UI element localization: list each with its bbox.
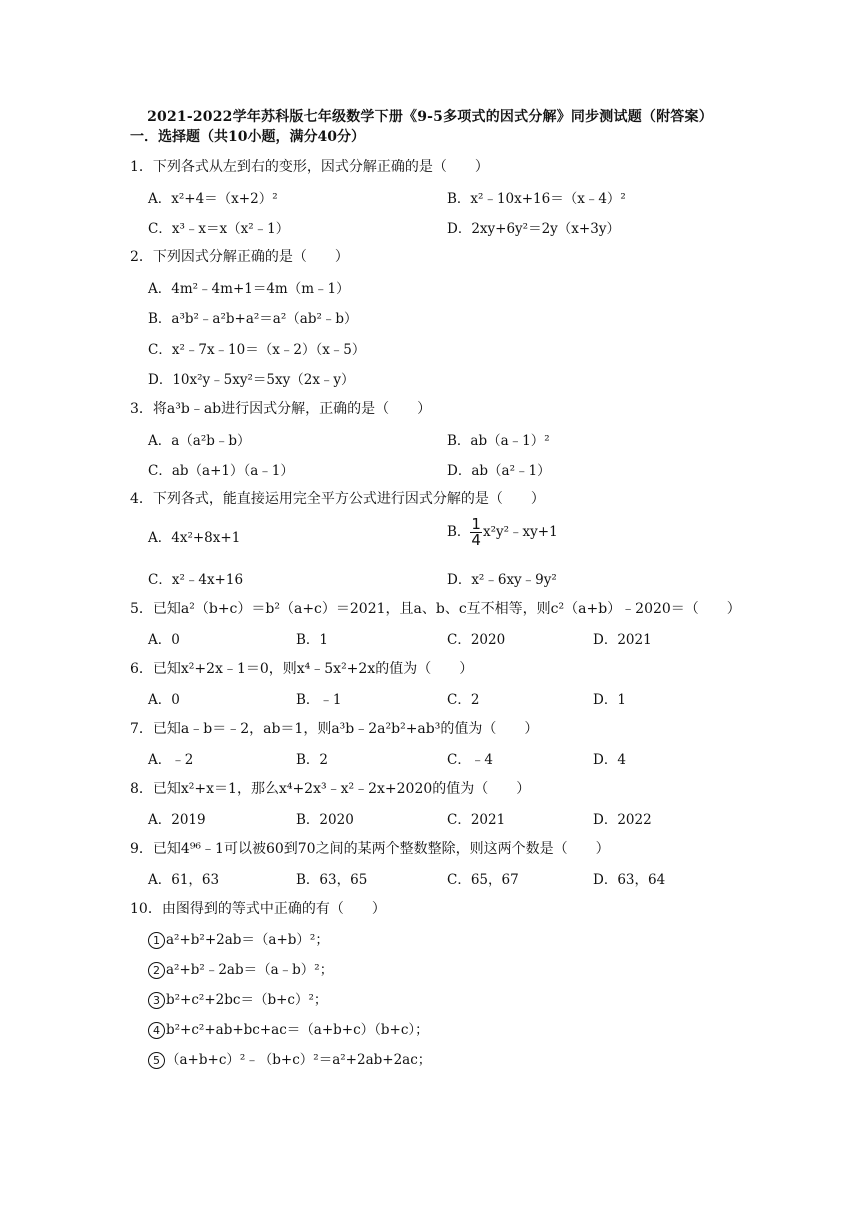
circled-number-5-icon: 5 bbox=[148, 1052, 165, 1069]
question-8-option-d: D．2022 bbox=[593, 812, 652, 828]
question-4-option-c: C．x²﹣4x+16 bbox=[148, 572, 244, 588]
question-8-option-c: C．2021 bbox=[447, 812, 506, 828]
question-2-option-b: B．a³b²﹣a²b+a²＝a²（ab²﹣b） bbox=[148, 311, 358, 327]
question-1-option-a: A．x²+4＝（x+2）² bbox=[148, 191, 278, 207]
question-5-option-a: A．0 bbox=[148, 632, 180, 648]
question-7-option-c: C．﹣4 bbox=[447, 752, 493, 768]
question-8-stem: 8．已知x²+x＝1，那么x⁴+2x³﹣x²﹣2x+2020的值为（ ） bbox=[130, 781, 531, 797]
question-3-option-a: A．a（a²b﹣b） bbox=[148, 433, 251, 449]
circled-number-1-icon: 1 bbox=[148, 932, 165, 949]
question-4-option-b-label: B． bbox=[447, 524, 471, 540]
question-10-item-3 bbox=[148, 988, 327, 1009]
question-6-option-c: C．2 bbox=[447, 692, 480, 708]
fraction bbox=[470, 517, 482, 548]
question-2-option-a: A．4m²﹣4m+1＝4m（m﹣1） bbox=[148, 281, 350, 297]
question-7-option-b: B．2 bbox=[296, 752, 329, 768]
question-6-stem: 6．已知x²+2x﹣1＝0，则x⁴﹣5x²+2x的值为（ ） bbox=[130, 661, 474, 677]
question-10-item-5 bbox=[148, 1048, 431, 1069]
question-5-option-b: B．1 bbox=[296, 632, 329, 648]
question-10-item-4 bbox=[148, 1018, 429, 1039]
question-10-item-4-text: b²+c²+ab+bc+ac＝（a+b+c）（b+c）； bbox=[166, 1022, 429, 1038]
circled-number-2-icon: 2 bbox=[148, 962, 165, 979]
circled-number-4-icon: 4 bbox=[148, 1022, 165, 1039]
question-1-option-d: D．2xy+6y²＝2y（x+3y） bbox=[447, 221, 620, 237]
question-7-option-a: A．﹣2 bbox=[148, 752, 194, 768]
circled-number-3-icon: 3 bbox=[148, 992, 165, 1009]
question-5-stem: 5．已知a²（b+c）＝b²（a+c）＝2021，且a、b、c互不相等，则c²（a+b）﹣2020＝（ ） bbox=[130, 601, 741, 617]
question-2-option-c: C．x²﹣7x﹣10＝（x﹣2）（x﹣5） bbox=[148, 342, 366, 358]
question-7-option-d: D．4 bbox=[593, 752, 626, 768]
section-heading: 一．选择题（共10小题，满分40分） bbox=[130, 129, 365, 145]
question-8-option-b: B．2020 bbox=[296, 812, 354, 828]
question-9-option-d: D．63，64 bbox=[593, 872, 666, 888]
question-9-option-a: A．61，63 bbox=[148, 872, 220, 888]
question-1-stem: 1．下列各式从左到右的变形，因式分解正确的是（ ） bbox=[130, 159, 489, 175]
question-6-option-d: D．1 bbox=[593, 692, 626, 708]
question-4-option-b bbox=[447, 517, 558, 548]
question-1-option-c: C．x³﹣x＝x（x²﹣1） bbox=[148, 221, 290, 237]
question-3-option-c: C．ab（a+1）（a﹣1） bbox=[148, 463, 294, 479]
question-10-item-1 bbox=[148, 928, 329, 949]
question-9-option-c: C．65，67 bbox=[447, 872, 519, 888]
document-title: 2021-2022学年苏科版七年级数学下册《9-5多项式的因式分解》同步测试题（附答案） bbox=[147, 109, 713, 125]
question-3-stem: 3．将a³b﹣ab进行因式分解，正确的是（ ） bbox=[130, 401, 432, 417]
question-8-option-a: A．2019 bbox=[148, 812, 206, 828]
fraction-numerator: 1 bbox=[471, 515, 481, 533]
question-10-item-3-text: b²+c²+2bc＝（b+c）²； bbox=[166, 992, 328, 1008]
question-2-option-d: D．10x²y﹣5xy²＝5xy（2x﹣y） bbox=[148, 372, 355, 388]
question-4-option-b-rest: x²y²﹣xy+1 bbox=[482, 524, 558, 540]
question-4-stem: 4．下列各式，能直接运用完全平方公式进行因式分解的是（ ） bbox=[130, 491, 545, 507]
question-1-option-b: B．x²﹣10x+16＝（x﹣4）² bbox=[447, 191, 626, 207]
question-5-option-c: C．2020 bbox=[447, 632, 506, 648]
question-9-option-b: B．63，65 bbox=[296, 872, 368, 888]
question-3-option-b: B．ab（a﹣1）² bbox=[447, 433, 550, 449]
question-3-option-d: D．ab（a²﹣1） bbox=[447, 463, 551, 479]
question-5-option-d: D．2021 bbox=[593, 632, 652, 648]
question-7-stem: 7．已知a﹣b＝﹣2，ab＝1，则a³b﹣2a²b²+ab³的值为（ ） bbox=[130, 721, 539, 737]
fraction-denominator: 4 bbox=[471, 531, 481, 549]
question-9-stem: 9．已知4⁹⁶﹣1可以被60到70之间的某两个整数整除，则这两个数是（ ） bbox=[130, 841, 610, 857]
question-10-item-2-text: a²+b²﹣2ab＝（a﹣b）²； bbox=[166, 962, 334, 978]
question-10-stem: 10．由图得到的等式中正确的有（ ） bbox=[130, 901, 386, 917]
question-10-item-1-text: a²+b²+2ab＝（a+b）²； bbox=[166, 932, 329, 948]
question-10-item-2 bbox=[148, 958, 333, 979]
question-4-option-a: A．4x²+8x+1 bbox=[148, 530, 241, 546]
question-2-stem: 2．下列因式分解正确的是（ ） bbox=[130, 249, 349, 265]
question-6-option-b: B．﹣1 bbox=[296, 692, 342, 708]
question-4-option-d: D．x²﹣6xy﹣9y² bbox=[447, 572, 557, 588]
question-10-item-5-text: （a+b+c）²﹣（b+c）²＝a²+2ab+2ac； bbox=[166, 1052, 432, 1068]
question-6-option-a: A．0 bbox=[148, 692, 180, 708]
